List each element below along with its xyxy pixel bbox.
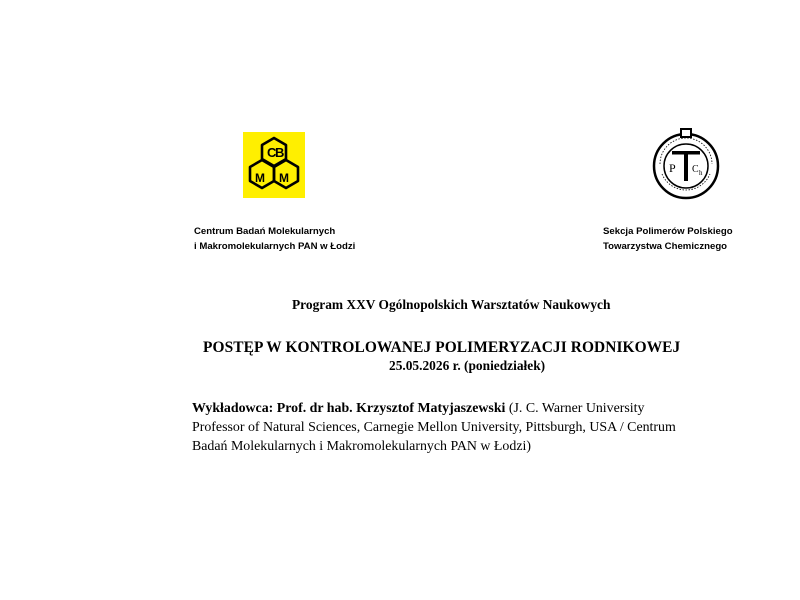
svg-text:C: C xyxy=(692,164,699,175)
lecturer-line-2: Professor of Natural Sciences, Carnegie Mellon University, Pittsburgh, USA / Centrum xyxy=(192,420,676,435)
svg-text:M: M xyxy=(255,171,265,185)
lecturer-line-1-rest: (J. C. Warner University xyxy=(505,401,645,416)
svg-text:h: h xyxy=(699,169,703,177)
svg-text:C: C xyxy=(267,145,277,160)
organization-right xyxy=(603,224,733,254)
organization-left xyxy=(194,224,355,254)
org-left-line1: Centrum Badań Molekularnych xyxy=(194,226,336,237)
lecture-title: POSTĘP W KONTROLOWANEJ POLIMERYZACJI RODNIKOWEJ xyxy=(203,339,681,356)
ptch-seal xyxy=(638,126,734,202)
svg-text:P: P xyxy=(669,161,676,175)
lecturer-info xyxy=(192,399,782,456)
svg-text:M: M xyxy=(279,171,289,185)
program-title: Program XXV Ogólnopolskich Warsztatów Naukowych xyxy=(292,297,611,312)
org-left-line2: i Makromolekularnych PAN w Łodzi xyxy=(194,241,356,252)
lecturer-line-1 xyxy=(192,399,782,418)
org-right-line1: Sekcja Polimerów Polskiego xyxy=(603,226,733,237)
org-right-line2: Towarzystwa Chemicznego xyxy=(603,241,728,252)
lecturer-line-3: Badań Molekularnych i Makromolekularnych PAN w Łodzi) xyxy=(192,439,531,454)
svg-text:B: B xyxy=(275,145,285,160)
cbmm-logo xyxy=(243,132,305,198)
lecture-date: 25.05.2026 r. (poniedziałek) xyxy=(389,358,546,373)
lecturer-label: Wykładowca: Prof. dr hab. Krzysztof Matyjaszewski xyxy=(192,401,506,416)
